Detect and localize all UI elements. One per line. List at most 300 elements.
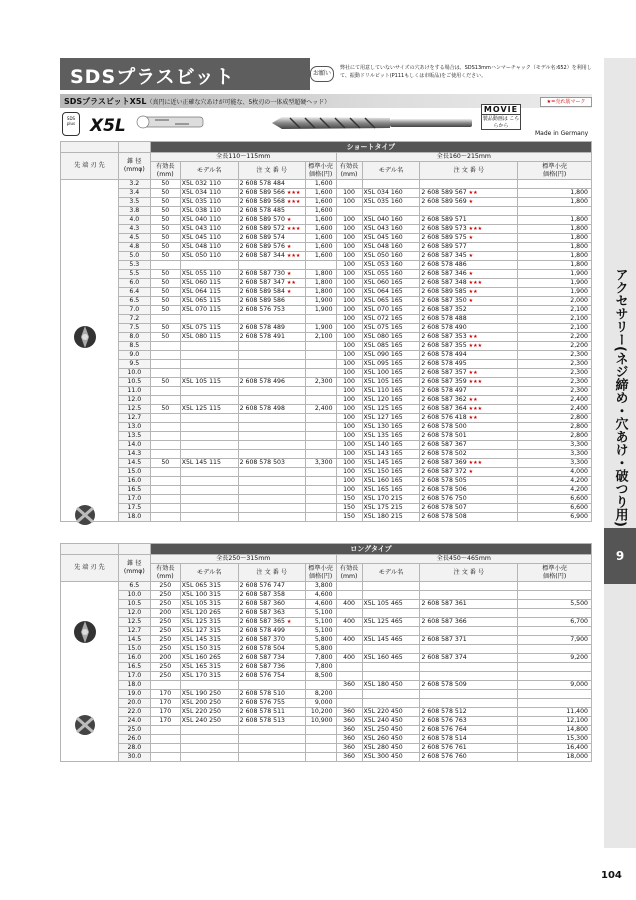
order-number-cell — [238, 495, 305, 504]
order-number-cell — [420, 288, 518, 297]
table-row — [61, 324, 592, 333]
model-cell: X5L 120 265 — [180, 609, 238, 618]
price-cell — [305, 315, 336, 324]
order-number-cell — [238, 315, 305, 324]
eff-length-cell — [150, 726, 180, 735]
order-number: 2 608 589 567 — [421, 189, 467, 196]
model-cell: X5L 055 160 — [362, 270, 420, 279]
model-cell: X5L 105 465 — [362, 600, 420, 609]
order-number: 2 608 587 361 — [421, 600, 467, 607]
order-number: 2 608 587 348 — [421, 279, 467, 286]
model-cell: X5L 240 250 — [180, 717, 238, 726]
order-number-cell — [238, 717, 305, 726]
model-cell: X5L 160 265 — [180, 654, 238, 663]
price-cell — [305, 441, 336, 450]
model-cell: X5L 043 110 — [180, 225, 238, 234]
model-cell: X5L 040 110 — [180, 216, 238, 225]
price-cell: 6,900 — [518, 513, 592, 522]
order-number: 2 608 578 508 — [421, 513, 467, 520]
price-cell: 2,400 — [305, 405, 336, 414]
order-number-cell — [238, 681, 305, 690]
long-type-title: ロングタイプ — [150, 544, 591, 555]
model-cell — [180, 753, 238, 762]
diameter-cell: 12.5 — [118, 618, 150, 627]
model-cell — [180, 261, 238, 270]
model-cell: X5L 175 215 — [362, 504, 420, 513]
order-number-cell — [420, 582, 518, 591]
table-row — [61, 360, 592, 369]
eff-length-cell — [150, 342, 180, 351]
model-cell: X5L 080 115 — [180, 333, 238, 342]
order-number-cell — [238, 198, 305, 207]
eff-length-cell: 100 — [336, 396, 362, 405]
price-cell — [305, 387, 336, 396]
eff-length-cell — [150, 744, 180, 753]
order-number-cell — [238, 279, 305, 288]
model-cell — [362, 699, 420, 708]
order-number-cell — [420, 744, 518, 753]
model-cell: X5L 100 165 — [362, 369, 420, 378]
eff-length-cell — [150, 414, 180, 423]
order-number: 2 608 576 760 — [421, 753, 467, 760]
model-cell: X5L 300 450 — [362, 753, 420, 762]
order-number: 2 608 587 357 — [421, 369, 467, 376]
eff-length-cell: 100 — [336, 432, 362, 441]
order-number-cell — [420, 477, 518, 486]
diameter-cell: 14.5 — [118, 459, 150, 468]
model-cell: X5L 045 160 — [362, 234, 420, 243]
order-number-cell — [420, 189, 518, 198]
order-number: 2 608 587 364 — [421, 405, 467, 412]
eff-length-cell — [336, 627, 362, 636]
order-number-cell — [420, 627, 518, 636]
order-number: 2 608 576 754 — [239, 672, 285, 679]
movie-title: MOVIE — [483, 105, 519, 114]
order-number: 2 608 578 488 — [421, 315, 467, 322]
model-cell — [180, 486, 238, 495]
price-cell: 14,800 — [518, 726, 592, 735]
price-cell — [305, 423, 336, 432]
eff-length-cell — [336, 609, 362, 618]
eff-length-cell — [150, 351, 180, 360]
price-cell: 1,600 — [305, 234, 336, 243]
price-cell — [305, 351, 336, 360]
eff-length-cell — [336, 645, 362, 654]
table-row — [61, 396, 592, 405]
model-cell: X5L 085 165 — [362, 342, 420, 351]
diameter-cell: 16.5 — [118, 663, 150, 672]
eff-length-cell: 100 — [336, 315, 362, 324]
short-type-title: ショートタイプ — [150, 142, 591, 153]
order-number-cell — [238, 252, 305, 261]
price-cell: 2,800 — [518, 423, 592, 432]
model-cell — [180, 450, 238, 459]
order-number-cell — [420, 225, 518, 234]
order-number-cell — [238, 288, 305, 297]
movie-sub: 製品動画は こちらから — [482, 116, 520, 129]
model-cell: X5L 035 160 — [362, 198, 420, 207]
order-number: 2 608 578 512 — [421, 708, 467, 715]
diameter-cell: 30.0 — [118, 753, 150, 762]
order-number-cell — [420, 654, 518, 663]
price-cell — [305, 414, 336, 423]
model-cell — [362, 672, 420, 681]
order-number: 2 608 589 574 — [239, 234, 285, 241]
order-number-cell — [238, 189, 305, 198]
model-cell: X5L 190 250 — [180, 690, 238, 699]
diameter-cell: 13.0 — [118, 423, 150, 432]
order-number: 2 608 587 344 — [239, 252, 285, 259]
price-cell — [518, 663, 592, 672]
table-row — [61, 252, 592, 261]
col-tip: 先 端 刃 先 — [61, 153, 119, 180]
eff-length-cell: 250 — [150, 663, 180, 672]
price-cell — [305, 495, 336, 504]
order-number: 2 608 587 352 — [421, 306, 467, 313]
model-cell: X5L 050 110 — [180, 252, 238, 261]
order-number: 2 608 587 355 — [421, 342, 467, 349]
price-cell — [305, 432, 336, 441]
price-cell: 1,800 — [305, 270, 336, 279]
eff-length-cell — [150, 387, 180, 396]
diameter-cell: 3.4 — [118, 189, 150, 198]
bestseller-legend — [540, 97, 592, 107]
price-cell: 1,600 — [305, 252, 336, 261]
model-cell: X5L 125 165 — [362, 405, 420, 414]
price-cell: 9,000 — [518, 681, 592, 690]
model-cell — [180, 495, 238, 504]
eff-length-cell: 250 — [150, 618, 180, 627]
order-number-cell — [420, 360, 518, 369]
order-number-cell — [420, 324, 518, 333]
model-cell: X5L 140 165 — [362, 441, 420, 450]
eff-length-cell — [150, 261, 180, 270]
order-number: 2 608 576 750 — [421, 495, 467, 502]
eff-length-cell: 50 — [150, 234, 180, 243]
model-cell — [362, 645, 420, 654]
diameter-cell: 5.0 — [118, 252, 150, 261]
table-row — [61, 378, 592, 387]
model-cell: X5L 072 165 — [362, 315, 420, 324]
price-cell: 1,800 — [305, 279, 336, 288]
price-cell: 1,900 — [305, 306, 336, 315]
model-cell: X5L 055 110 — [180, 270, 238, 279]
order-number-cell — [238, 609, 305, 618]
order-number-cell — [238, 270, 305, 279]
table-row — [61, 582, 592, 591]
order-number-cell — [420, 636, 518, 645]
eff-length-cell: 100 — [336, 306, 362, 315]
bestseller-stars: ★ — [468, 271, 474, 277]
eff-length-cell: 100 — [336, 243, 362, 252]
diameter-cell: 10.0 — [118, 369, 150, 378]
order-number-cell — [238, 663, 305, 672]
order-number: 2 608 578 490 — [421, 324, 467, 331]
table-row — [61, 234, 592, 243]
price-cell: 1,600 — [305, 243, 336, 252]
order-number-cell — [420, 717, 518, 726]
eff-length-cell: 250 — [150, 672, 180, 681]
order-number-cell — [420, 342, 518, 351]
bestseller-stars: ★★★ — [286, 190, 301, 196]
order-number-cell — [238, 243, 305, 252]
order-number-cell — [420, 369, 518, 378]
model-cell: X5L 220 450 — [362, 708, 420, 717]
order-number: 2 608 578 501 — [421, 432, 467, 439]
eff-length-cell: 50 — [150, 306, 180, 315]
order-number: 2 608 589 570 — [239, 216, 285, 223]
eff-length-cell: 50 — [150, 216, 180, 225]
order-number: 2 608 587 359 — [421, 378, 467, 385]
diameter-cell: 4.3 — [118, 225, 150, 234]
order-number: 2 608 589 571 — [421, 216, 467, 223]
eff-length-cell: 100 — [336, 270, 362, 279]
eff-length-cell: 150 — [336, 504, 362, 513]
diameter-cell: 28.0 — [118, 744, 150, 753]
price-cell: 2,000 — [518, 297, 592, 306]
model-cell: X5L 075 115 — [180, 324, 238, 333]
eff-length-cell: 50 — [150, 333, 180, 342]
order-number-cell — [420, 261, 518, 270]
eff-length-cell: 250 — [150, 600, 180, 609]
price-cell: 1,900 — [518, 270, 592, 279]
table-row — [61, 699, 592, 708]
model-cell: X5L 120 165 — [362, 396, 420, 405]
model-cell: X5L 110 165 — [362, 387, 420, 396]
model-cell: X5L 105 165 — [362, 378, 420, 387]
drill-tip-long-5-cutter-icon — [72, 617, 98, 647]
eff-length-cell: 100 — [336, 234, 362, 243]
price-cell — [305, 261, 336, 270]
table-row — [61, 504, 592, 513]
eff-length-cell: 250 — [150, 636, 180, 645]
eff-length-cell: 360 — [336, 726, 362, 735]
eff-length-cell — [336, 663, 362, 672]
model-cell — [180, 726, 238, 735]
table-row — [61, 387, 592, 396]
order-number-cell — [238, 180, 305, 189]
order-number-cell — [420, 216, 518, 225]
model-cell: X5L 165 315 — [180, 663, 238, 672]
table-row — [61, 591, 592, 600]
order-number-cell — [238, 726, 305, 735]
order-number-cell — [420, 297, 518, 306]
price-cell: 1,600 — [305, 216, 336, 225]
order-number-cell — [238, 441, 305, 450]
eff-length-cell — [150, 441, 180, 450]
bestseller-stars: ★★★ — [468, 280, 483, 286]
order-number-cell — [420, 672, 518, 681]
order-number-cell — [420, 468, 518, 477]
order-number-cell — [238, 405, 305, 414]
order-number: 2 608 578 491 — [239, 333, 285, 340]
diameter-cell: 5.5 — [118, 270, 150, 279]
col-diameter: 錐 径 (mmφ) — [118, 555, 150, 582]
diameter-cell: 6.5 — [118, 582, 150, 591]
shank-illustration — [135, 114, 210, 130]
order-number-cell — [238, 378, 305, 387]
model-cell: X5L 060 165 — [362, 279, 420, 288]
eff-length-cell: 250 — [150, 627, 180, 636]
diameter-cell: 16.0 — [118, 477, 150, 486]
price-cell — [305, 486, 336, 495]
short-type-table: ショートタイプ 先 端 刃 先 錐 径 (mmφ) 全長110～115mm 全長160～215mm 有効長 (mm) モデル名 注 文 番 号 標準小売 価格(円) 有効長 (mm) モデル名 注 文 番 号 標準小売 価格(円) 3.2 50 X5L 032 110 2 608 578 484 1,600 3.4 50 X5L 034 110 2 608 589 566 ★★★ 1,600 100 X5L 034 160 2 608 589 567 ★★ 1,800 3.5 50 X5L 035 110 2 608 589 568 ★★★ 1,600 100 X5L 035 160 2 608 589 569 ★ 1,800 3.8 50 X5L 038 110 2 608 578 485 1,600 4.0 50 X5L 040 110 2 608 589 570 ★ 1,600 100 X5L 040 160 2 608 589 571 1,800 4.3 50 X5L 043 110 2 608 589 572 ★★★ 1,600 100 X5L 043 160 2 608 589 573 ★★★ 1,800 4.5 50 X5L 045 110 2 608 589 574 1,600 100 X5L 045 160 2 608 589 575 ★ 1,800 4.8 50 X5L 048 110 2 608 589 576 ★ 1,600 100 X5L 048 160 2 608 589 577 1,800 5.0 50 X5L 050 110 2 608 587 344 ★★★ 1,600 100 X5L 050 160 2 608 587 345 ★ 1,800 5.3 100 X5L 053 160 2 608 578 486 1,800 5.5 50 X5L 055 110 2 608 587 730 ★ 1,800 100 X5L 055 160 2 608 587 346 ★ 1,900 6.0 50 X5L 060 115 2 608 587 347 ★★ 1,800 100 X5L 060 165 2 608 587 348 ★★★ 1,900 6.4 50 X5L 064 115 2 608 589 584 ★ 1,800 100 X5L 064 165 2 608 589 585 ★★ 1,900 6.5 50 X5L 065 115 2 608 589 586 1,900 100 X5L 065 165 2 608 587 350 ★ 2,000 7.0 50 X5L 070 115 2 608 576 753 1,900 100 X5L 070 165 2 608 587 352 2,100 7.2 100 X5L 072 165 2 608 578 488 2,100 7.5 50 X5L 075 115 2 608 578 489 1,900 100 X5L 075 165 2 608 578 490 2,100 8.0 50 X5L 080 115 2 608 578 491 2,100 100 X5L 080 165 2 608 587 353 ★★ 2,200 8.5 100 X5L 085 165 2 608 587 355 ★★★ 2,200 9.0 100 X5L 090 165 2 608 578 494 2,300 9.5 100 X5L 095 165 2 608 578 495 2,300 10.0 100 X5L 100 165 2 608 587 357 ★★ 2,300 10.5 50 X5L 105 115 2 608 578 496 2,300 100 X5L 105 165 2 608 587 359 ★★★ 2,300 11.0 100 X5L 110 165 2 608 578 497 2,300 12.0 100 X5L 120 165 2 608 587 362 ★★ 2,400 12.5 50 X5L 125 115 2 608 578 498 2,400 100 X5L 125 165 2 608 587 364 ★★★ 2,400 12.7 100 X5L 127 165 2 608 576 418 ★★ 2,800 13.0 100 X5L 130 165 2 608 578 500 2,800 13.5 100 X5L 135 165 2 608 578 501 2,800 14.0 100 X5L 140 165 2 608 587 367 3,300 14.3 100 X5L 143 165 2 608 578 502 3,300 14.5 50 X5L 145 115 2 608 578 503 3,300 100 X5L 145 165 2 608 587 369 ★★★ 3,300 15.0 100 X5L 150 165 2 608 587 372 ★ 4,000 16.0 100 X5L 160 165 2 608 578 505 4,200 16.5 100 X5L 165 165 2 608 578 506 4,200 17.0 150 X5L 170 215 2 608 576 750 6,600 17.5 150 X5L 175 215 2 608 578 507 6,600 18.0 150 X5L 180 215 2 608 578 508 6,900 — [60, 141, 592, 522]
price-cell: 4,200 — [518, 486, 592, 495]
diameter-cell: 4.5 — [118, 234, 150, 243]
order-number-cell — [420, 333, 518, 342]
order-number-cell — [420, 198, 518, 207]
price-cell — [518, 699, 592, 708]
eff-length-cell: 50 — [150, 459, 180, 468]
price-cell: 3,300 — [518, 450, 592, 459]
eff-length-cell: 100 — [336, 387, 362, 396]
model-cell — [180, 315, 238, 324]
price-cell: 1,800 — [305, 288, 336, 297]
diameter-cell: 14.0 — [118, 441, 150, 450]
bestseller-stars: ★ — [468, 235, 474, 241]
model-cell — [180, 744, 238, 753]
eff-length-cell: 100 — [336, 324, 362, 333]
table-row — [61, 495, 592, 504]
order-number: 2 608 578 497 — [421, 387, 467, 394]
table-row — [61, 288, 592, 297]
price-cell: 2,100 — [518, 315, 592, 324]
bestseller-stars: ★ — [468, 469, 474, 475]
model-cell — [180, 504, 238, 513]
bestseller-stars: ★★★ — [286, 226, 301, 232]
model-cell: X5L 145 165 — [362, 459, 420, 468]
bestseller-stars: ★ — [286, 244, 292, 250]
bestseller-stars: ★ — [286, 217, 292, 223]
price-cell: 1,600 — [305, 225, 336, 234]
model-cell: X5L 105 115 — [180, 378, 238, 387]
eff-length-cell — [150, 504, 180, 513]
order-number: 2 608 587 730 — [239, 270, 285, 277]
eff-length-cell: 360 — [336, 708, 362, 717]
model-cell: X5L 200 250 — [180, 699, 238, 708]
eff-length-cell: 100 — [336, 297, 362, 306]
table-row — [61, 468, 592, 477]
eff-length-cell — [150, 477, 180, 486]
diameter-cell: 7.5 — [118, 324, 150, 333]
diameter-cell: 10.0 — [118, 591, 150, 600]
order-number-cell — [238, 207, 305, 216]
model-cell: X5L 160 165 — [362, 477, 420, 486]
model-cell: X5L 143 165 — [362, 450, 420, 459]
order-number: 2 608 576 418 — [421, 414, 467, 421]
eff-length-cell — [336, 207, 362, 216]
eff-length-cell: 100 — [336, 225, 362, 234]
model-cell — [362, 207, 420, 216]
model-cell — [180, 477, 238, 486]
order-number-cell — [238, 360, 305, 369]
price-cell: 2,300 — [518, 387, 592, 396]
order-number: 2 608 589 566 — [239, 189, 285, 196]
model-cell: X5L 125 315 — [180, 618, 238, 627]
price-cell: 2,800 — [518, 414, 592, 423]
price-cell: 2,300 — [518, 369, 592, 378]
price-cell: 1,900 — [518, 288, 592, 297]
diameter-cell: 3.2 — [118, 180, 150, 189]
order-number-cell — [238, 504, 305, 513]
page-number: 104 — [601, 870, 622, 881]
order-number: 2 608 587 363 — [239, 609, 285, 616]
order-number: 2 608 578 494 — [421, 351, 467, 358]
bestseller-stars: ★ — [286, 619, 292, 625]
diameter-cell: 6.0 — [118, 279, 150, 288]
order-number-cell — [238, 387, 305, 396]
order-number-cell — [420, 252, 518, 261]
price-cell — [518, 180, 592, 189]
table-row — [61, 405, 592, 414]
notice-tag: お願い — [310, 66, 334, 82]
movie-badge[interactable] — [481, 104, 521, 130]
order-number: 2 608 578 503 — [239, 459, 285, 466]
eff-length-cell: 360 — [336, 753, 362, 762]
price-cell — [305, 450, 336, 459]
price-cell: 5,100 — [305, 618, 336, 627]
order-number: 2 608 587 360 — [239, 600, 285, 607]
price-cell — [518, 207, 592, 216]
model-cell: X5L 260 450 — [362, 735, 420, 744]
eff-length-cell: 400 — [336, 600, 362, 609]
order-number: 2 608 587 367 — [421, 441, 467, 448]
price-cell: 5,500 — [518, 600, 592, 609]
order-number-cell — [420, 378, 518, 387]
diameter-cell: 16.0 — [118, 654, 150, 663]
eff-length-cell: 100 — [336, 360, 362, 369]
eff-length-cell: 100 — [336, 378, 362, 387]
order-number-cell — [238, 261, 305, 270]
order-number-cell — [420, 708, 518, 717]
table-row — [61, 690, 592, 699]
order-number-cell — [420, 726, 518, 735]
price-cell: 1,800 — [518, 252, 592, 261]
price-cell: 5,800 — [305, 636, 336, 645]
order-number-cell — [420, 432, 518, 441]
eff-length-cell: 50 — [150, 198, 180, 207]
eff-length-cell: 100 — [336, 279, 362, 288]
order-number: 2 608 589 576 — [239, 243, 285, 250]
price-cell — [518, 609, 592, 618]
eff-length-cell: 150 — [336, 495, 362, 504]
eff-length-cell: 100 — [336, 468, 362, 477]
order-number: 2 608 587 347 — [239, 279, 285, 286]
model-cell — [180, 414, 238, 423]
eff-length-cell — [150, 681, 180, 690]
price-cell — [518, 582, 592, 591]
order-number-cell — [238, 645, 305, 654]
eff-length-cell: 100 — [336, 261, 362, 270]
eff-length-cell: 250 — [150, 645, 180, 654]
price-cell: 4,000 — [518, 468, 592, 477]
order-number: 2 608 576 763 — [421, 717, 467, 724]
price-cell: 1,800 — [518, 234, 592, 243]
bestseller-stars: ★★★ — [468, 379, 483, 385]
price-cell: 3,300 — [518, 441, 592, 450]
table-row — [61, 717, 592, 726]
bestseller-stars: ★★ — [468, 397, 478, 403]
model-cell — [180, 423, 238, 432]
eff-length-cell: 150 — [336, 513, 362, 522]
model-cell — [180, 387, 238, 396]
table-row — [61, 198, 592, 207]
order-number-cell — [238, 234, 305, 243]
diameter-cell: 8.0 — [118, 333, 150, 342]
table-row — [61, 663, 592, 672]
model-cell: X5L 080 165 — [362, 333, 420, 342]
order-number-cell — [238, 744, 305, 753]
